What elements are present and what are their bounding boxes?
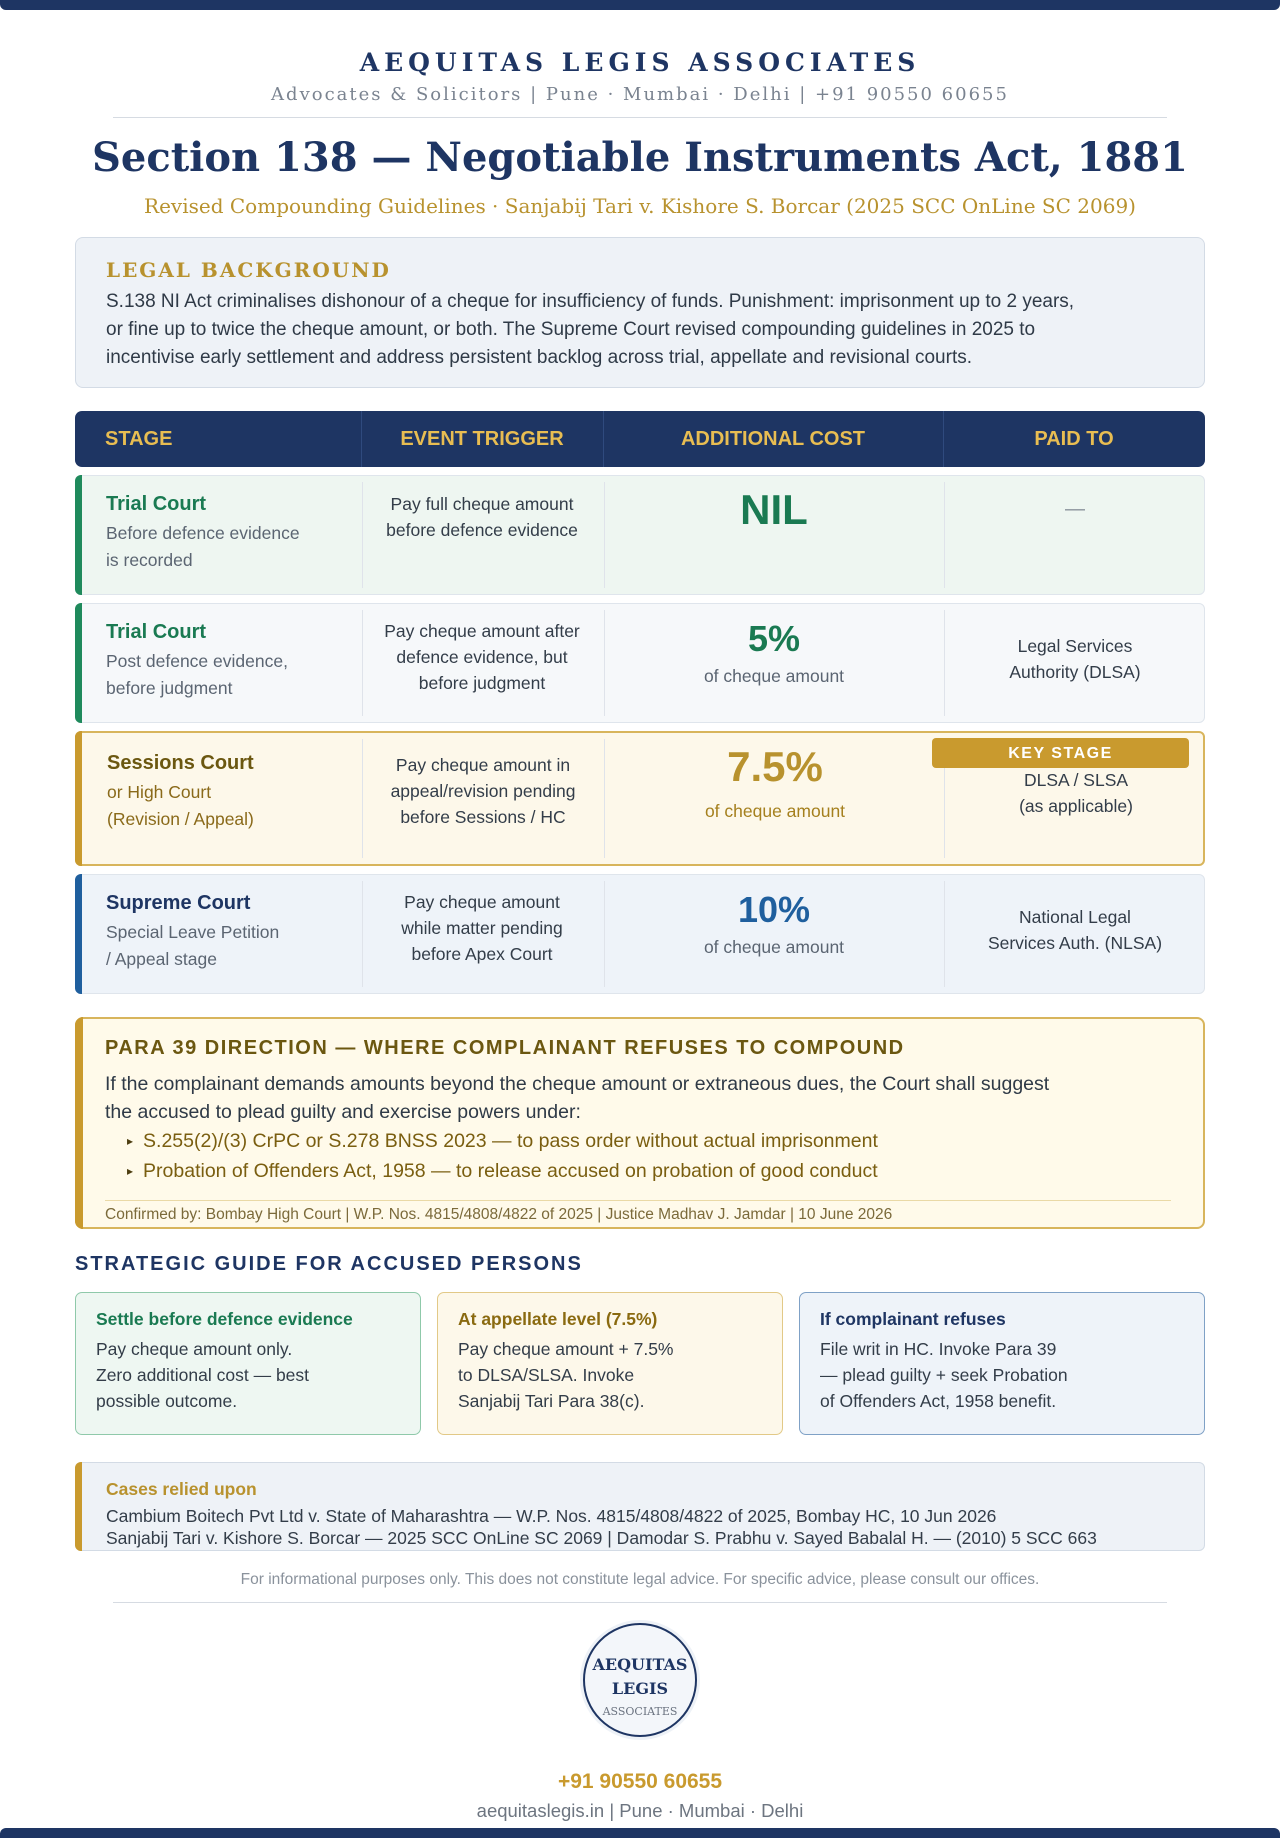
row-accent-bar bbox=[75, 874, 82, 994]
bullet-triangle-icon: ▸ bbox=[127, 1134, 134, 1148]
guide-line: — plead guilty + seek Probation bbox=[820, 1365, 1068, 1385]
guide-card-title: If complainant refuses bbox=[820, 1309, 1006, 1329]
legal-background-heading: LEGAL BACKGROUND bbox=[106, 258, 391, 282]
firm-name: AEQUITAS LEGIS ASSOCIATES bbox=[359, 48, 921, 77]
case-citation: Sanjabij Tari v. Kishore S. Borcar — 2025 SCC OnLine SC 2069 | Damodar S. Prabhu v. Sayed Babalal H. — (2010) 5 SCC 663 bbox=[106, 1528, 1097, 1548]
para-confirmation: Confirmed by: Bombay High Court | W.P. Nos. 4815/4808/4822 of 2025 | Justice Madhav J. Jamdar | 10 June 2026 bbox=[105, 1206, 893, 1223]
seal-line: ASSOCIATES bbox=[602, 1705, 678, 1718]
para-accent-bar bbox=[75, 1017, 83, 1229]
trigger-line: before judgment bbox=[418, 673, 546, 693]
firm-seal-logo bbox=[583, 1623, 697, 1737]
trigger-line: before Sessions / HC bbox=[400, 807, 566, 827]
guide-card-text bbox=[820, 1336, 1184, 1414]
trigger-line: Pay cheque amount in bbox=[395, 755, 571, 775]
guide-card-text bbox=[458, 1336, 762, 1414]
guide-card-text bbox=[96, 1336, 400, 1414]
stage-description bbox=[106, 520, 336, 574]
para-39-heading: PARA 39 DIRECTION — WHERE COMPLAINANT REFUSES TO COMPOUND bbox=[105, 1037, 905, 1059]
guide-card-title: Settle before defence evidence bbox=[96, 1309, 353, 1329]
additional-cost: 7.5% bbox=[727, 743, 823, 790]
additional-cost: 10% bbox=[737, 889, 811, 930]
stage-name: Supreme Court bbox=[106, 892, 251, 914]
stage-description bbox=[107, 779, 337, 833]
table-row bbox=[75, 475, 1205, 595]
para-list-item bbox=[127, 1130, 878, 1153]
stage-desc-line: before judgment bbox=[106, 678, 233, 698]
trigger-line: Pay cheque amount bbox=[404, 892, 560, 912]
paid-to-line: Authority (DLSA) bbox=[1009, 662, 1141, 682]
guide-card bbox=[799, 1292, 1205, 1435]
additional-cost: 5% bbox=[747, 618, 801, 659]
key-stage-badge: KEY STAGE bbox=[932, 738, 1189, 768]
table-row bbox=[75, 874, 1205, 994]
cases-title: Cases relied upon bbox=[106, 1479, 257, 1499]
guide-line: Sanjabij Tari Para 38(c). bbox=[458, 1391, 645, 1411]
paid-to bbox=[944, 496, 1206, 522]
guide-line: Pay cheque amount only. bbox=[96, 1339, 293, 1359]
guide-line: to DLSA/SLSA. Invoke bbox=[458, 1365, 635, 1385]
stage-desc-line: Post defence evidence, bbox=[106, 651, 288, 671]
paid-to-line: DLSA / SLSA bbox=[1023, 770, 1129, 790]
stage-desc-line: or High Court bbox=[107, 782, 212, 802]
bullet-triangle-icon: ▸ bbox=[127, 1164, 134, 1178]
paid-to bbox=[945, 767, 1207, 819]
contact-website[interactable]: aequitaslegis.in | Pune · Mumbai · Delhi bbox=[476, 1800, 804, 1821]
stage-name: Sessions Court bbox=[107, 752, 254, 774]
legal-background-box bbox=[75, 237, 1205, 388]
guide-line: Zero additional cost — best bbox=[96, 1365, 310, 1385]
para-line: the accused to plead guilty and exercise powers under: bbox=[105, 1101, 581, 1123]
para-list-item bbox=[127, 1160, 878, 1183]
trigger-line: before defence evidence bbox=[386, 520, 578, 540]
background-line: S.138 NI Act criminalises dishonour of a cheque for insufficiency of funds. Punishment: imprisonment up to 2 years, bbox=[106, 291, 1075, 312]
background-line: incentivise early settlement and address persistent backlog across trial, appellate and revisional courts. bbox=[106, 347, 973, 368]
cases-accent-bar bbox=[75, 1462, 82, 1551]
seal-line: LEGIS bbox=[611, 1679, 669, 1698]
trigger-line: defence evidence, but bbox=[396, 647, 568, 667]
stage-name: Trial Court bbox=[106, 493, 207, 515]
seal-line: AEQUITAS bbox=[592, 1655, 688, 1674]
additional-cost-note: of cheque amount bbox=[703, 666, 845, 686]
stage-desc-line: (Revision / Appeal) bbox=[107, 809, 254, 829]
page-title: Section 138 — Negotiable Instruments Act, 1881 bbox=[92, 134, 1188, 181]
trigger-line: Pay full cheque amount bbox=[390, 494, 574, 514]
additional-cost: NIL bbox=[740, 486, 808, 533]
paid-to-line: (as applicable) bbox=[1019, 796, 1133, 816]
cases-relied-upon-box bbox=[75, 1462, 1205, 1551]
stage-desc-line: Special Leave Petition bbox=[106, 922, 280, 942]
page-subtitle: Revised Compounding Guidelines · Sanjabij Tari v. Kishore S. Borcar (2025 SCC OnLine SC 2069) bbox=[144, 194, 1136, 218]
paid-to-line: Legal Services bbox=[1017, 636, 1133, 656]
stage-description bbox=[106, 648, 336, 702]
strategic-guide-heading: STRATEGIC GUIDE FOR ACCUSED PERSONS bbox=[75, 1253, 583, 1275]
table-row bbox=[75, 603, 1205, 723]
event-trigger bbox=[362, 618, 602, 696]
trigger-line: Pay cheque amount after bbox=[384, 621, 580, 641]
trigger-line: while matter pending bbox=[401, 918, 563, 938]
contact-phone[interactable]: +91 90550 60655 bbox=[557, 1770, 723, 1793]
top-border-bar bbox=[0, 0, 1280, 10]
stage-description bbox=[106, 919, 336, 973]
row-accent-bar bbox=[75, 603, 82, 723]
table-header bbox=[75, 411, 1205, 467]
legal-background-text bbox=[106, 288, 1174, 372]
guide-card bbox=[75, 1292, 421, 1435]
para-item-text: Probation of Offenders Act, 1958 — to release accused on probation of good conduct bbox=[143, 1160, 878, 1182]
paid-to-line: National Legal bbox=[1019, 907, 1131, 927]
paid-to bbox=[944, 633, 1206, 685]
guide-line: possible outcome. bbox=[96, 1391, 238, 1411]
background-line: or fine up to twice the cheque amount, or both. The Supreme Court revised compounding guidelines in 2025 to bbox=[106, 319, 1036, 340]
paid-to-line: — bbox=[1065, 498, 1085, 520]
column-header-paid-to: PAID TO bbox=[1034, 428, 1114, 450]
guide-line: File writ in HC. Invoke Para 39 bbox=[820, 1339, 1057, 1359]
guide-card-title: At appellate level (7.5%) bbox=[458, 1309, 658, 1329]
guide-line: of Offenders Act, 1958 benefit. bbox=[820, 1391, 1057, 1411]
column-header-stage: STAGE bbox=[105, 428, 173, 450]
para-item-text: S.255(2)/(3) CrPC or S.278 BNSS 2023 — to pass order without actual imprisonment bbox=[143, 1130, 878, 1152]
stage-name: Trial Court bbox=[106, 621, 207, 643]
column-header-cost: ADDITIONAL COST bbox=[680, 428, 866, 450]
row-accent-bar bbox=[75, 731, 82, 866]
paid-to bbox=[944, 904, 1206, 956]
footer-divider bbox=[113, 1602, 1167, 1603]
guide-line: Pay cheque amount + 7.5% bbox=[458, 1339, 674, 1359]
header-divider bbox=[113, 117, 1167, 118]
case-citation: Cambium Boitech Pvt Ltd v. State of Maharashtra — W.P. Nos. 4815/4808/4822 of 2025, Bombay HC, 10 Jun 2026 bbox=[106, 1506, 997, 1526]
row-accent-bar bbox=[75, 475, 82, 595]
trigger-line: appeal/revision pending bbox=[390, 781, 576, 801]
event-trigger bbox=[362, 491, 602, 543]
stage-desc-line: Before defence evidence bbox=[106, 523, 300, 543]
event-trigger bbox=[362, 889, 602, 967]
para-line: If the complainant demands amounts beyond the cheque amount or extraneous dues, the Court shall suggest bbox=[105, 1073, 1050, 1095]
additional-cost-note: of cheque amount bbox=[704, 801, 846, 821]
guide-card bbox=[437, 1292, 783, 1435]
para-39-direction-box bbox=[75, 1017, 1205, 1229]
bottom-border-bar bbox=[0, 1828, 1280, 1838]
stage-desc-line: / Appeal stage bbox=[106, 949, 217, 969]
trigger-line: before Apex Court bbox=[411, 944, 553, 964]
stage-desc-line: is recorded bbox=[106, 550, 193, 570]
disclaimer: For informational purposes only. This does not constitute legal advice. For specific advice, please consult our offices. bbox=[240, 1571, 1040, 1588]
para-divider bbox=[105, 1200, 1171, 1201]
para-39-text bbox=[105, 1070, 1105, 1126]
paid-to-line: Services Auth. (NLSA) bbox=[987, 933, 1163, 953]
event-trigger bbox=[363, 752, 603, 830]
table-row-key-stage bbox=[75, 731, 1205, 866]
additional-cost-note: of cheque amount bbox=[703, 937, 845, 957]
firm-subtitle: Advocates & Solicitors | Pune · Mumbai · Delhi | +91 90550 60655 bbox=[271, 84, 1009, 105]
column-header-trigger: EVENT TRIGGER bbox=[400, 428, 564, 450]
